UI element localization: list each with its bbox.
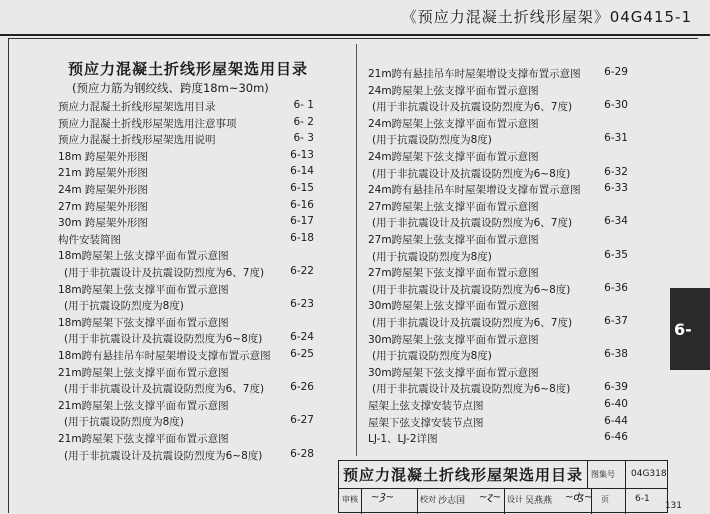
toc-entry[interactable]	[58, 132, 314, 148]
toc-entry-label: (用于非抗震设计及抗震设防烈度为6~8度)	[64, 449, 263, 462]
toc-entry-note[interactable]	[368, 348, 628, 364]
toc-entry-page: 6- 1	[293, 99, 314, 111]
toc-entry-note[interactable]	[368, 99, 628, 115]
tb-divider	[625, 488, 626, 514]
toc-entry-label: (用于非抗震设计及抗震设防烈度为6~8度)	[64, 333, 263, 346]
tb-divider	[339, 488, 667, 489]
tb-divider	[504, 488, 505, 514]
toc-entry-page: 6-39	[604, 381, 628, 394]
toc-entry-label: 30m跨屋架上弦支撑平面布置示意图	[368, 300, 539, 313]
toc-entry-label: 预应力混凝土折线形屋架选用注意事项	[58, 117, 237, 130]
toc-entry[interactable]	[58, 215, 314, 231]
tb-divider	[591, 488, 592, 514]
toc-entry-label: (用于抗震设防烈度为8度)	[372, 134, 492, 147]
toc-entry-page: 6-37	[604, 315, 628, 327]
toc-entry[interactable]	[368, 398, 628, 414]
page-label: 页	[601, 495, 609, 504]
reviewer-signature: ~Ȝ~	[371, 492, 395, 503]
tb-divider	[361, 488, 362, 514]
toc-entry-label: 构件安装简图	[58, 233, 121, 246]
designer-signature: ~ʤ~	[565, 492, 593, 503]
toc-entry-label: 30m跨屋架下弦支撑平面布置示意图	[368, 366, 539, 379]
toc-entry-page: 6-32	[604, 165, 628, 178]
toc-subtitle: (预应力筋为钢绞线、跨度18m~30m)	[72, 81, 269, 95]
toc-entry-page: 6-44	[604, 414, 628, 427]
toc-entry[interactable]	[58, 149, 314, 165]
toc-entry-label: 预应力混凝土折线形屋架选用目录	[58, 101, 216, 113]
toc-entry-page: 6-22	[290, 265, 314, 277]
toc-entry-label: 18m 跨屋架外形图	[58, 150, 148, 163]
tb-divider	[625, 461, 626, 488]
toc-entry-label: (用于非抗震设计及抗震设防烈度为6、7度)	[64, 267, 265, 279]
toc-entry-label: 21m跨屋架下弦支撑平面布置示意图	[58, 433, 229, 445]
toc-entry[interactable]	[368, 431, 628, 447]
page-number: 131	[664, 501, 682, 511]
toc-entry-page: 6-31	[604, 132, 628, 145]
atlas-number-value: 04G318	[631, 469, 667, 479]
toc-entry[interactable]	[368, 365, 628, 381]
toc-entry-page: 6-15	[290, 182, 314, 194]
toc-entry[interactable]	[368, 66, 628, 82]
toc-entry[interactable]	[368, 298, 628, 314]
toc-entry-note[interactable]	[58, 265, 314, 281]
toc-entry-page: 6-25	[290, 348, 314, 360]
toc-entry[interactable]	[368, 116, 628, 132]
toc-entry[interactable]	[58, 348, 314, 364]
toc-entry-page: 6-46	[604, 431, 628, 444]
toc-entry-label: 24m跨有悬挂吊车时屋架增设支撑布置示意图	[368, 184, 581, 197]
toc-entry-note[interactable]	[58, 298, 314, 314]
toc-entry-note[interactable]	[368, 381, 628, 397]
toc-entry[interactable]	[58, 199, 314, 215]
toc-entry-page: 6-28	[290, 447, 314, 460]
toc-entry-label: (用于抗震设防烈度为8度)	[64, 416, 184, 429]
toc-entry[interactable]	[58, 232, 314, 248]
toc-entry-page: 6-14	[290, 165, 314, 178]
toc-entry[interactable]	[58, 116, 314, 132]
toc-entry-label: 18m跨屋架上弦支撑平面布置示意图	[58, 283, 229, 296]
atlas-number-label: 图集号	[591, 470, 615, 479]
toc-entry[interactable]	[368, 182, 628, 198]
toc-entry-label: (用于抗震设防烈度为8度)	[372, 350, 492, 363]
toc-entry-note[interactable]	[58, 414, 314, 430]
header-rule	[0, 34, 710, 36]
toc-entry-note[interactable]	[368, 315, 628, 331]
designer-name: 吴燕燕	[525, 496, 553, 506]
toc-entry-label: 21m跨屋架上弦支撑平面布置示意图	[58, 399, 229, 412]
toc-entry-page: 6-35	[604, 248, 628, 261]
check-label: 校对	[420, 495, 436, 504]
checker-signature: ~ɀ~	[479, 492, 502, 503]
toc-entry[interactable]	[58, 248, 314, 264]
toc-entry-label: LJ-1、LJ-2详图	[368, 433, 438, 446]
toc-entry-note[interactable]	[368, 282, 628, 298]
checker-name: 沙志国	[438, 496, 466, 506]
toc-entry-label: 21m跨有悬挂吊车时屋架增设支撑布置示意图	[368, 68, 581, 80]
toc-entry-label: 18m跨屋架上弦支撑平面布置示意图	[58, 250, 229, 263]
toc-entry[interactable]	[58, 99, 314, 115]
toc-entry[interactable]	[368, 415, 628, 431]
toc-title: 预应力混凝土折线形屋架选用目录	[68, 60, 309, 78]
toc-entry[interactable]	[58, 315, 314, 331]
chapter-side-tab[interactable]: 6-	[670, 288, 710, 370]
column-divider	[356, 44, 357, 456]
toc-entry-label: 24m跨屋架上弦支撑平面布置示意图	[368, 117, 539, 130]
toc-entry[interactable]	[368, 232, 628, 248]
toc-entry-label: 24m 跨屋架外形图	[58, 184, 148, 196]
toc-entry-label: 预应力混凝土折线形屋架选用说明	[58, 134, 216, 147]
toc-entry-label: 21m跨屋架上弦支撑平面布置示意图	[58, 366, 229, 379]
toc-entry-page: 6-29	[604, 66, 628, 78]
toc-entry[interactable]	[58, 282, 314, 298]
toc-entry-note[interactable]	[58, 331, 314, 347]
toc-entry-label: 30m 跨屋架外形图	[58, 217, 148, 230]
toc-entry-label: (用于非抗震设计及抗震设防烈度为6、7度)	[372, 317, 573, 329]
toc-entry-label: 27m跨屋架上弦支撑平面布置示意图	[368, 200, 539, 213]
toc-entry-label: 屋架上弦支撑安装节点图	[368, 400, 484, 412]
toc-entry-label: (用于非抗震设计及抗震设防烈度为6~8度)	[372, 283, 571, 296]
toc-entry-label: (用于非抗震设计及抗震设防烈度为6~8度)	[372, 167, 571, 180]
tb-divider	[417, 488, 418, 514]
toc-entry-page: 6-18	[290, 231, 314, 244]
toc-entry-label: 24m跨屋架下弦支撑平面布置示意图	[368, 151, 539, 163]
toc-entry-page: 6-17	[290, 215, 314, 228]
toc-entry-note[interactable]	[58, 448, 314, 464]
toc-entry[interactable]	[58, 398, 314, 414]
toc-entry-note[interactable]	[368, 132, 628, 148]
toc-entry-page: 6-33	[604, 182, 628, 195]
toc-entry[interactable]	[368, 83, 628, 99]
toc-entry-page: 6-23	[290, 298, 314, 311]
toc-entry-label: (用于非抗震设计及抗震设防烈度为6、7度)	[64, 383, 265, 396]
toc-entry-note[interactable]	[368, 215, 628, 231]
toc-entry[interactable]	[368, 332, 628, 348]
toc-entry-label: 27m跨屋架上弦支撑平面布置示意图	[368, 234, 539, 246]
toc-entry[interactable]	[58, 182, 314, 198]
toc-entry-label: 21m 跨屋架外形图	[58, 167, 148, 180]
toc-entry[interactable]	[368, 149, 628, 165]
title-block	[338, 460, 668, 513]
toc-entry-label: 屋架下弦支撑安装节点图	[368, 416, 484, 429]
toc-entry-page: 6-13	[290, 148, 314, 161]
review-label: 审核	[342, 495, 358, 504]
toc-entry-label: (用于非抗震设计及抗震设防烈度为6、7度)	[372, 217, 573, 230]
toc-entry[interactable]	[58, 165, 314, 181]
toc-entry-label: 30m跨屋架上弦支撑平面布置示意图	[368, 333, 539, 346]
toc-entry[interactable]	[368, 199, 628, 215]
toc-entry-page: 6-16	[290, 198, 314, 211]
toc-entry-label: 18m跨有悬挂吊车时屋架增设支撑布置示意图	[58, 350, 271, 362]
design-label: 设计	[507, 495, 523, 504]
toc-entry[interactable]	[58, 431, 314, 447]
toc-entry-label: (用于非抗震设计及抗震设防烈度为6、7度)	[372, 101, 573, 114]
toc-entry-label: (用于抗震设防烈度为8度)	[372, 250, 492, 263]
toc-entry-page: 6-36	[604, 281, 628, 294]
title-block-main-title: 预应力混凝土折线形屋架选用目录	[339, 461, 588, 489]
toc-entry-page: 6-26	[290, 381, 314, 394]
toc-entry-page: 6-27	[290, 414, 314, 427]
toc-entry-page: 6-38	[604, 348, 628, 361]
toc-entry-label: 27m 跨屋架外形图	[58, 200, 148, 213]
toc-entry-label: (用于抗震设防烈度为8度)	[64, 300, 184, 313]
toc-entry-page: 6-34	[604, 215, 628, 228]
page-header: 《预应力混凝土折线形屋架》04G415-1	[401, 8, 692, 26]
toc-entry-label: (用于非抗震设计及抗震设防烈度为6~8度)	[372, 383, 571, 396]
toc-entry-page: 6- 3	[293, 132, 314, 145]
toc-entry-page: 6- 2	[293, 115, 314, 128]
toc-entry-note[interactable]	[368, 249, 628, 265]
toc-entry-page: 6-24	[290, 331, 314, 344]
toc-entry-label: 18m跨屋架下弦支撑平面布置示意图	[58, 316, 229, 329]
toc-entry-note[interactable]	[368, 166, 628, 182]
toc-entry-label: 24m跨屋架上弦支撑平面布置示意图	[368, 84, 539, 97]
toc-entry-page: 6-40	[604, 398, 628, 410]
toc-entry-note[interactable]	[58, 381, 314, 397]
toc-entry-page: 6-30	[604, 99, 628, 112]
page-value: 6-1	[635, 494, 650, 504]
toc-entry-label: 27m跨屋架下弦支撑平面布置示意图	[368, 267, 539, 280]
toc-entry[interactable]	[368, 265, 628, 281]
toc-entry[interactable]	[58, 365, 314, 381]
